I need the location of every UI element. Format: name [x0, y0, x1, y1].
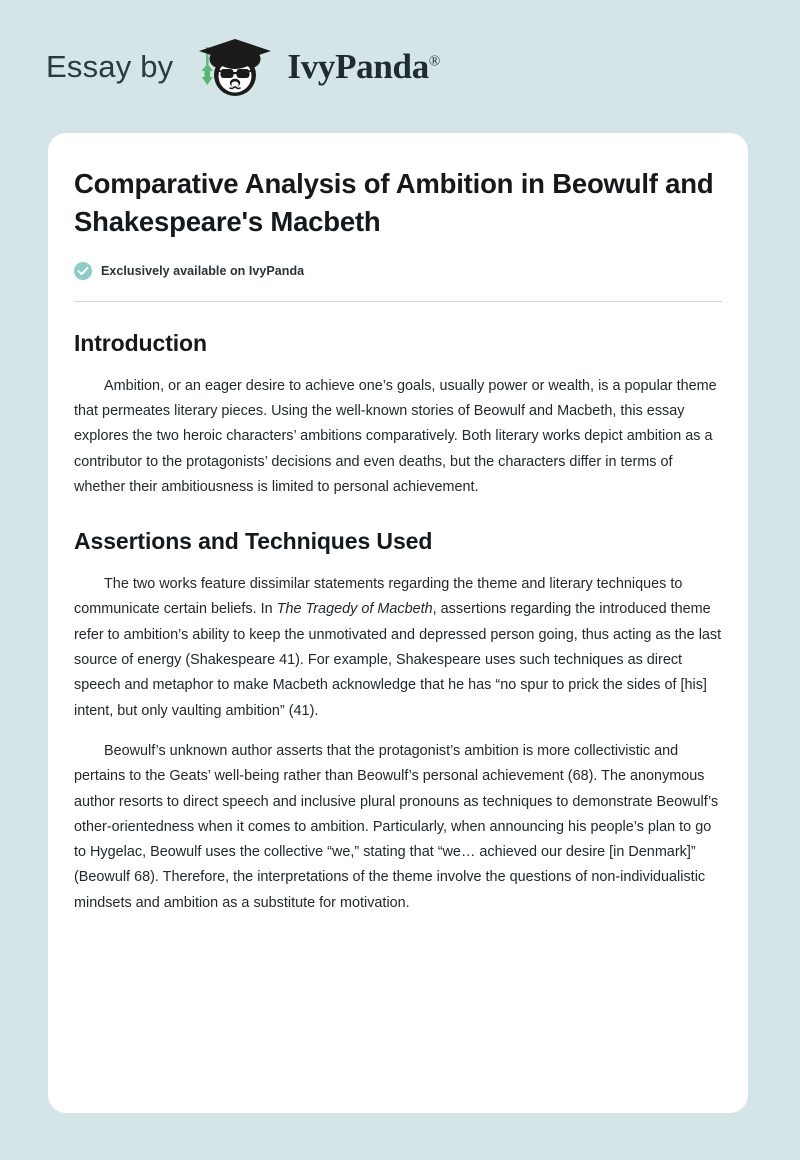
paragraph-assertions-2: Beowulf’s unknown author asserts that the protagonist’s ambition is more collectivistic and pertains to the Geats’ well-being rather than Beowulf’s personal achievement (68). The anonymous author resorts to direct speech and inclusive plural pronouns as techniques to demonstrate Beowulf’s other-orientedness when it comes to ambition. Particularly, when announcing his people’s plan to go to Hygelac, Beowulf uses the collective “we,” stating that “we… achieved our desire [in Denmark]” (Beowulf 68). Therefore, the interpretations of the theme involve the questions of non-individualistic mindsets and ambition as a substitute for motivation.: [74, 742, 719, 911]
site-header: [0, 0, 800, 133]
ivypanda-brand-lockup[interactable]: [46, 31, 440, 103]
essay-by-label: Essay by: [46, 49, 174, 84]
page-title: Comparative Analysis of Ambition in Beowulf and Shakespeare's Macbeth: [74, 168, 714, 237]
title-divider: [74, 301, 722, 302]
check-circle-icon: [74, 262, 92, 280]
exclusivity-badge: [74, 262, 722, 280]
section-heading-introduction: Introduction: [74, 329, 207, 356]
ivypanda-panda-graduation-logo: [185, 31, 281, 103]
brand-name-text: IvyPanda: [287, 47, 429, 86]
essay-document-card: [48, 133, 748, 1113]
registered-trademark-icon: ®: [428, 53, 441, 70]
exclusivity-badge-label: Exclusively available on IvyPanda: [101, 263, 305, 278]
section-heading-assertions-and-techniques-used: Assertions and Techniques Used: [74, 528, 433, 555]
ivypanda-wordmark: [287, 49, 440, 84]
paragraph-assertions-1: The two works feature dissimilar statements regarding the theme and literary techniques to communicate certain beliefs. In The Tragedy of Macbeth, assertions regarding the introduced theme refer to ambition’s ability to keep the unmotivated and depressed person going, thus acting as the last source of energy (Shakespeare 41). For example, Shakespeare uses such techniques as direct speech and metaphor to make Macbeth acknowledge that he has “no spur to prick the sides of [his] intent, but only vaulting ambition” (41).: [74, 576, 722, 719]
paragraph-introduction-1: Ambition, or an eager desire to achieve one’s goals, usually power or wealth, is a popular theme that permeates literary pieces. Using the well-known stories of Beowulf and Macbeth, this essay explores the two heroic characters’ ambitions comparatively. Both literary works depict ambition as a contributor to the protagonists’ decisions and even deaths, but the characters differ in terms of whether their ambitiousness is limited to personal achievement.: [74, 377, 717, 495]
